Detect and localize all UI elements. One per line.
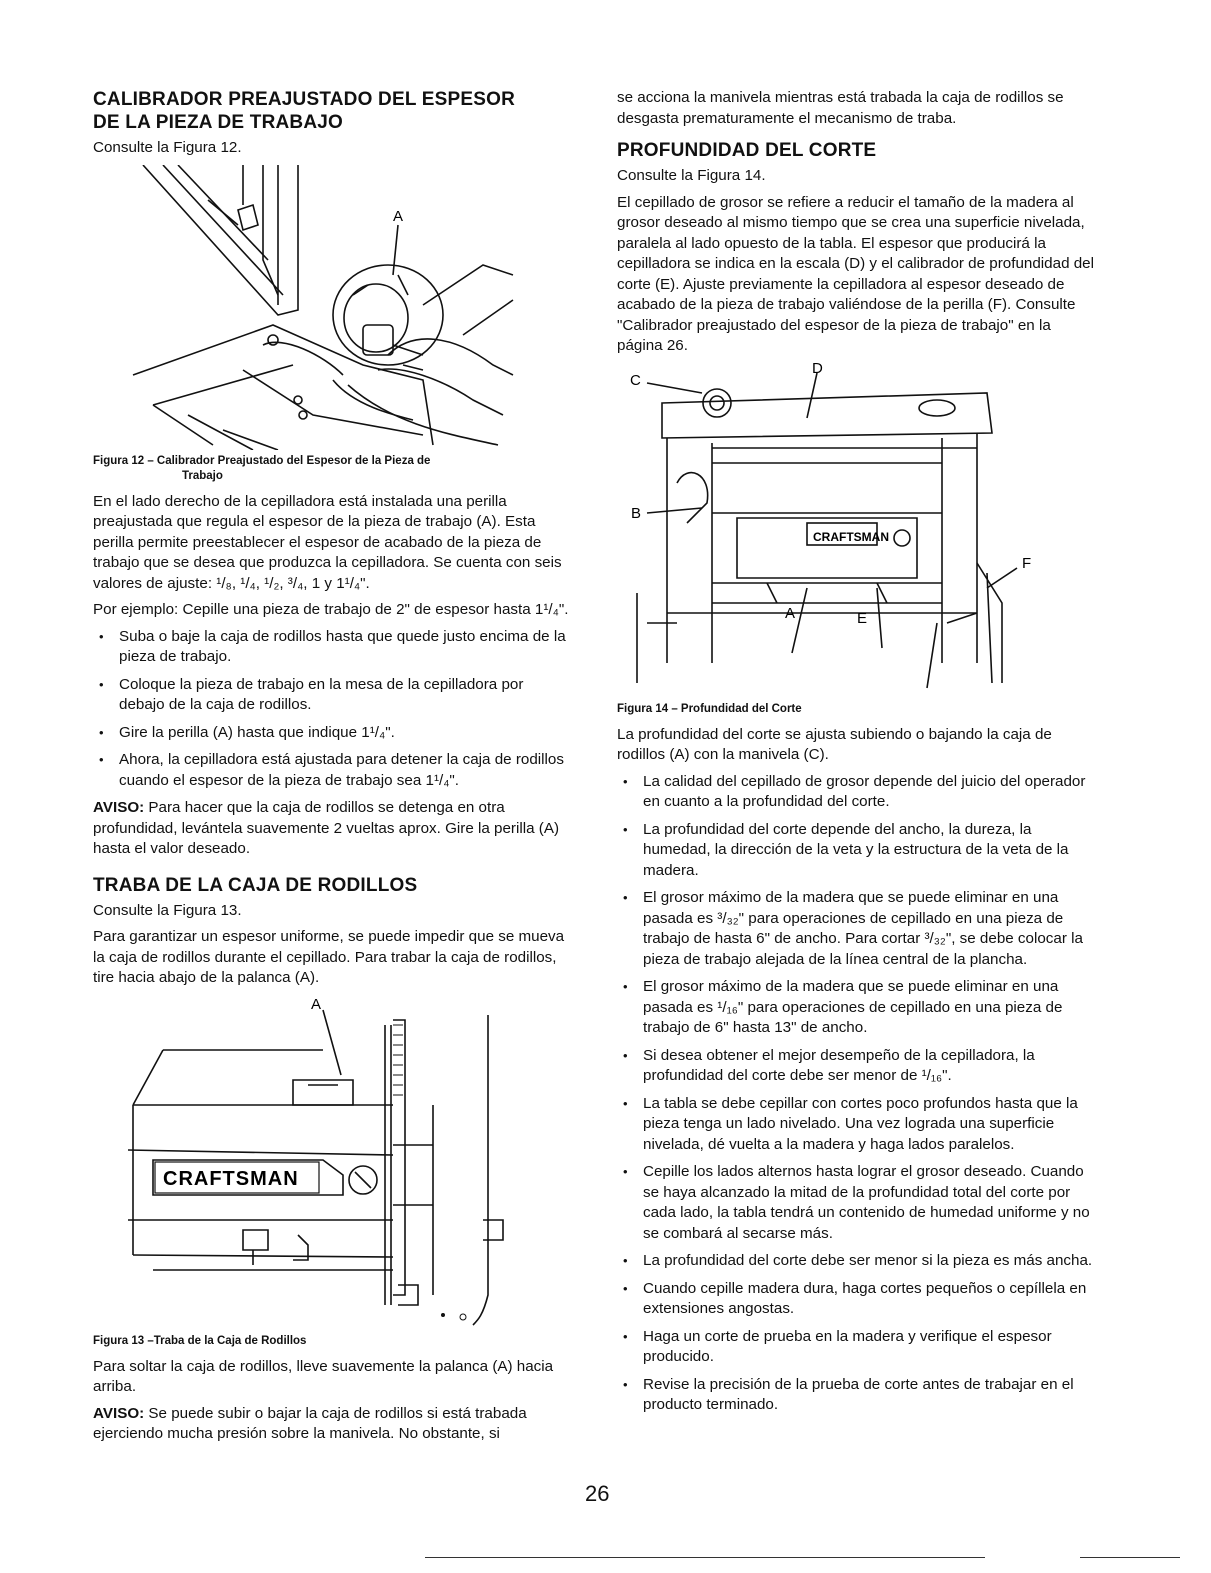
notice-text: Se puede subir o bajar la caja de rodillos si está trabada ejerciendo mucha presión sobre la manivela. No obstante, si (93, 1404, 527, 1442)
notice-paragraph (93, 1404, 571, 1445)
figure-reference: Consulte la Figura 14. (617, 167, 766, 184)
footer-rule (425, 1557, 985, 1558)
notice-label: AVISO: (93, 799, 145, 816)
list-item: • La tabla se debe cepillar con cortes poco profundos hasta que la pieza tenga un lado nivelado. Una vez lograda una superficie nivelada, dé vuelta a la madera y haga lados paralelos. (617, 1094, 1095, 1156)
figure-13-label-a: A (311, 995, 322, 1013)
list-item: • La profundidad del corte depende del ancho, la dureza, la humedad, la dirección de la veta y la estructura de la veta de la madera. (617, 820, 1095, 882)
figure-reference: Consulte la Figura 13. (93, 901, 242, 919)
tips-list (617, 772, 1095, 1416)
paragraph-thickness-planing: El cepillado de grosor se refiere a reducir el tamaño de la madera al grosor deseado al mismo tiempo que se crea una superficie nivelada, paralela al lado opuesto de la tabla. El espesor que producirá la cepilladora se indica en la escala (D) y el calibrador de profundidad del corte (E). Ajuste previamente la cepilladora al espesor deseado de acabado de la pieza de trabajo valiéndose de la perilla (F). Consulte "Calibrador preajustado del espesor de la pieza de trabajo" en la página 26. (617, 193, 1094, 354)
figure-14-label-d: D (812, 362, 823, 377)
paragraph-preset-knob: En el lado derecho de la cepilladora está instalada una perilla preajustada que regula el espesor de la pieza de trabajo (A). Esta perilla permite preestablecer el espesor de acabado de la pieza de trabajo que se desea que produzca la cepilladora. Se cuenta con seis valores de ajuste: ¹/₈, ¹/₄, ¹/₂, ³/₄, 1 y 1¹/₄". (93, 492, 562, 592)
figure-14-label-a: A (785, 604, 796, 622)
list-item: • Suba o baje la caja de rodillos hasta que quede justo encima de la pieza de trabajo. (93, 627, 571, 668)
figure-13-caption: Figura 13 –Traba de la Caja de Rodillos (93, 1334, 307, 1347)
list-item: • Cuando cepille madera dura, haga cortes pequeños o cepíllela en extensiones angostas. (617, 1279, 1095, 1320)
figure-14-label-e: E (857, 609, 868, 627)
notice-label: AVISO: (93, 1404, 145, 1422)
figure-14-label-f: F (1022, 554, 1032, 572)
list-item: • La calidad del cepillado de grosor depende del juicio del operador en cuanto a la profundidad del corte. (617, 772, 1095, 813)
paragraph-continuation: se acciona la manivela mientras está trabada la caja de rodillos se desgasta prematuramente el mecanismo de traba. (617, 89, 1064, 127)
list-item: • El grosor máximo de la madera que se puede eliminar en una pasada es ³/₃₂" para operaciones de cepillado en una pieza de trabajo de hasta 6" de ancho. Para cortar ³/₃₂", se debe colocar la pieza de trabajo alejada de la línea central de la plancha. (617, 888, 1095, 970)
notice-paragraph (93, 798, 571, 860)
right-column (617, 88, 1095, 1423)
figure-13-brand: CRAFTSMAN (163, 1167, 299, 1190)
figure-14-brand: CRAFTSMAN (813, 529, 889, 544)
figure-14-illustration (617, 363, 1057, 698)
figure-12-label-a: A (393, 207, 404, 225)
paragraph-release-lock: Para soltar la caja de rodillos, lleve suavemente la palanca (A) hacia arriba. (93, 1357, 554, 1395)
figure-12-illustration (93, 165, 533, 450)
list-item: • La profundidad del corte debe ser menor si la pieza es más ancha. (617, 1251, 1095, 1272)
list-item: • Gire la perilla (A) hasta que indique 1¹/₄". (93, 723, 571, 744)
footer-rule (1080, 1557, 1180, 1558)
list-item: • Ahora, la cepilladora está ajustada para detener la caja de rodillos cuando el espesor de la pieza de trabajo sea 1¹/₄". (93, 750, 571, 791)
steps-list (93, 627, 571, 792)
notice-text: Para hacer que la caja de rodillos se detenga en otra profundidad, levántela suavemente 2 vueltas aprox. Gire la perilla (A) hasta el valor deseado. (93, 799, 560, 857)
page-number: 26 (585, 1481, 610, 1506)
section-title-depth-of-cut: PROFUNDIDAD DEL CORTE (617, 140, 877, 161)
figure-reference: Consulte la Figura 12. (93, 139, 242, 156)
paragraph-adjust-depth: La profundidad del corte se ajusta subiendo o bajando la caja de rodillos (A) con la manivela (C). (617, 725, 1052, 763)
list-item: • El grosor máximo de la madera que se puede eliminar en una pasada es ¹/₁₆" para operaciones de cepillado en una pieza de trabajo de 6" hasta 13" de ancho. (617, 977, 1095, 1039)
paragraph-roller-lock: Para garantizar un espesor uniforme, se puede impedir que se mueva la caja de rodillos durante el cepillado. Para trabar la caja de rodillos, tire hacia abajo de la palanca (A). (93, 928, 565, 986)
paragraph-example: Por ejemplo: Cepille una pieza de trabajo de 2" de espesor hasta 1¹/₄". (93, 601, 569, 618)
section-title-preset-gauge (93, 88, 571, 134)
list-item: • Haga un corte de prueba en la madera y verifique el espesor producido. (617, 1327, 1095, 1368)
list-item: • Cepille los lados alternos hasta lograr el grosor deseado. Cuando se haya alcanzado la mitad de la profundidad total del corte por cada lado, la tabla tendrá un contenido de humedad uniforme y no se combará al secarse más. (617, 1162, 1095, 1244)
list-item: • Si desea obtener el mejor desempeño de la cepilladora, la profundidad del corte debe ser menor de ¹/₁₆". (617, 1046, 1095, 1087)
caption-line-1: Figura 12 – Calibrador Preajustado del Espesor de la Pieza de (93, 454, 431, 467)
figure-14-label-c: C (630, 371, 641, 389)
left-column (93, 88, 571, 1451)
list-item: • Coloque la pieza de trabajo en la mesa de la cepilladora por debajo de la caja de rodillos. (93, 675, 571, 716)
figure-12-caption (93, 454, 571, 484)
figure-14-label-b: B (631, 504, 642, 522)
figure-13-illustration (93, 995, 533, 1330)
title-line-1: CALIBRADOR PREAJUSTADO DEL ESPESOR (93, 89, 516, 110)
section-title-roller-lock: TRABA DE LA CAJA DE RODILLOS (93, 874, 418, 896)
caption-line-2: Trabajo (182, 469, 223, 482)
list-item: • Revise la precisión de la prueba de corte antes de trabajar en el producto terminado. (617, 1375, 1095, 1416)
title-line-2: DE LA PIEZA DE TRABAJO (93, 112, 344, 133)
figure-14-caption: Figura 14 – Profundidad del Corte (617, 702, 802, 715)
